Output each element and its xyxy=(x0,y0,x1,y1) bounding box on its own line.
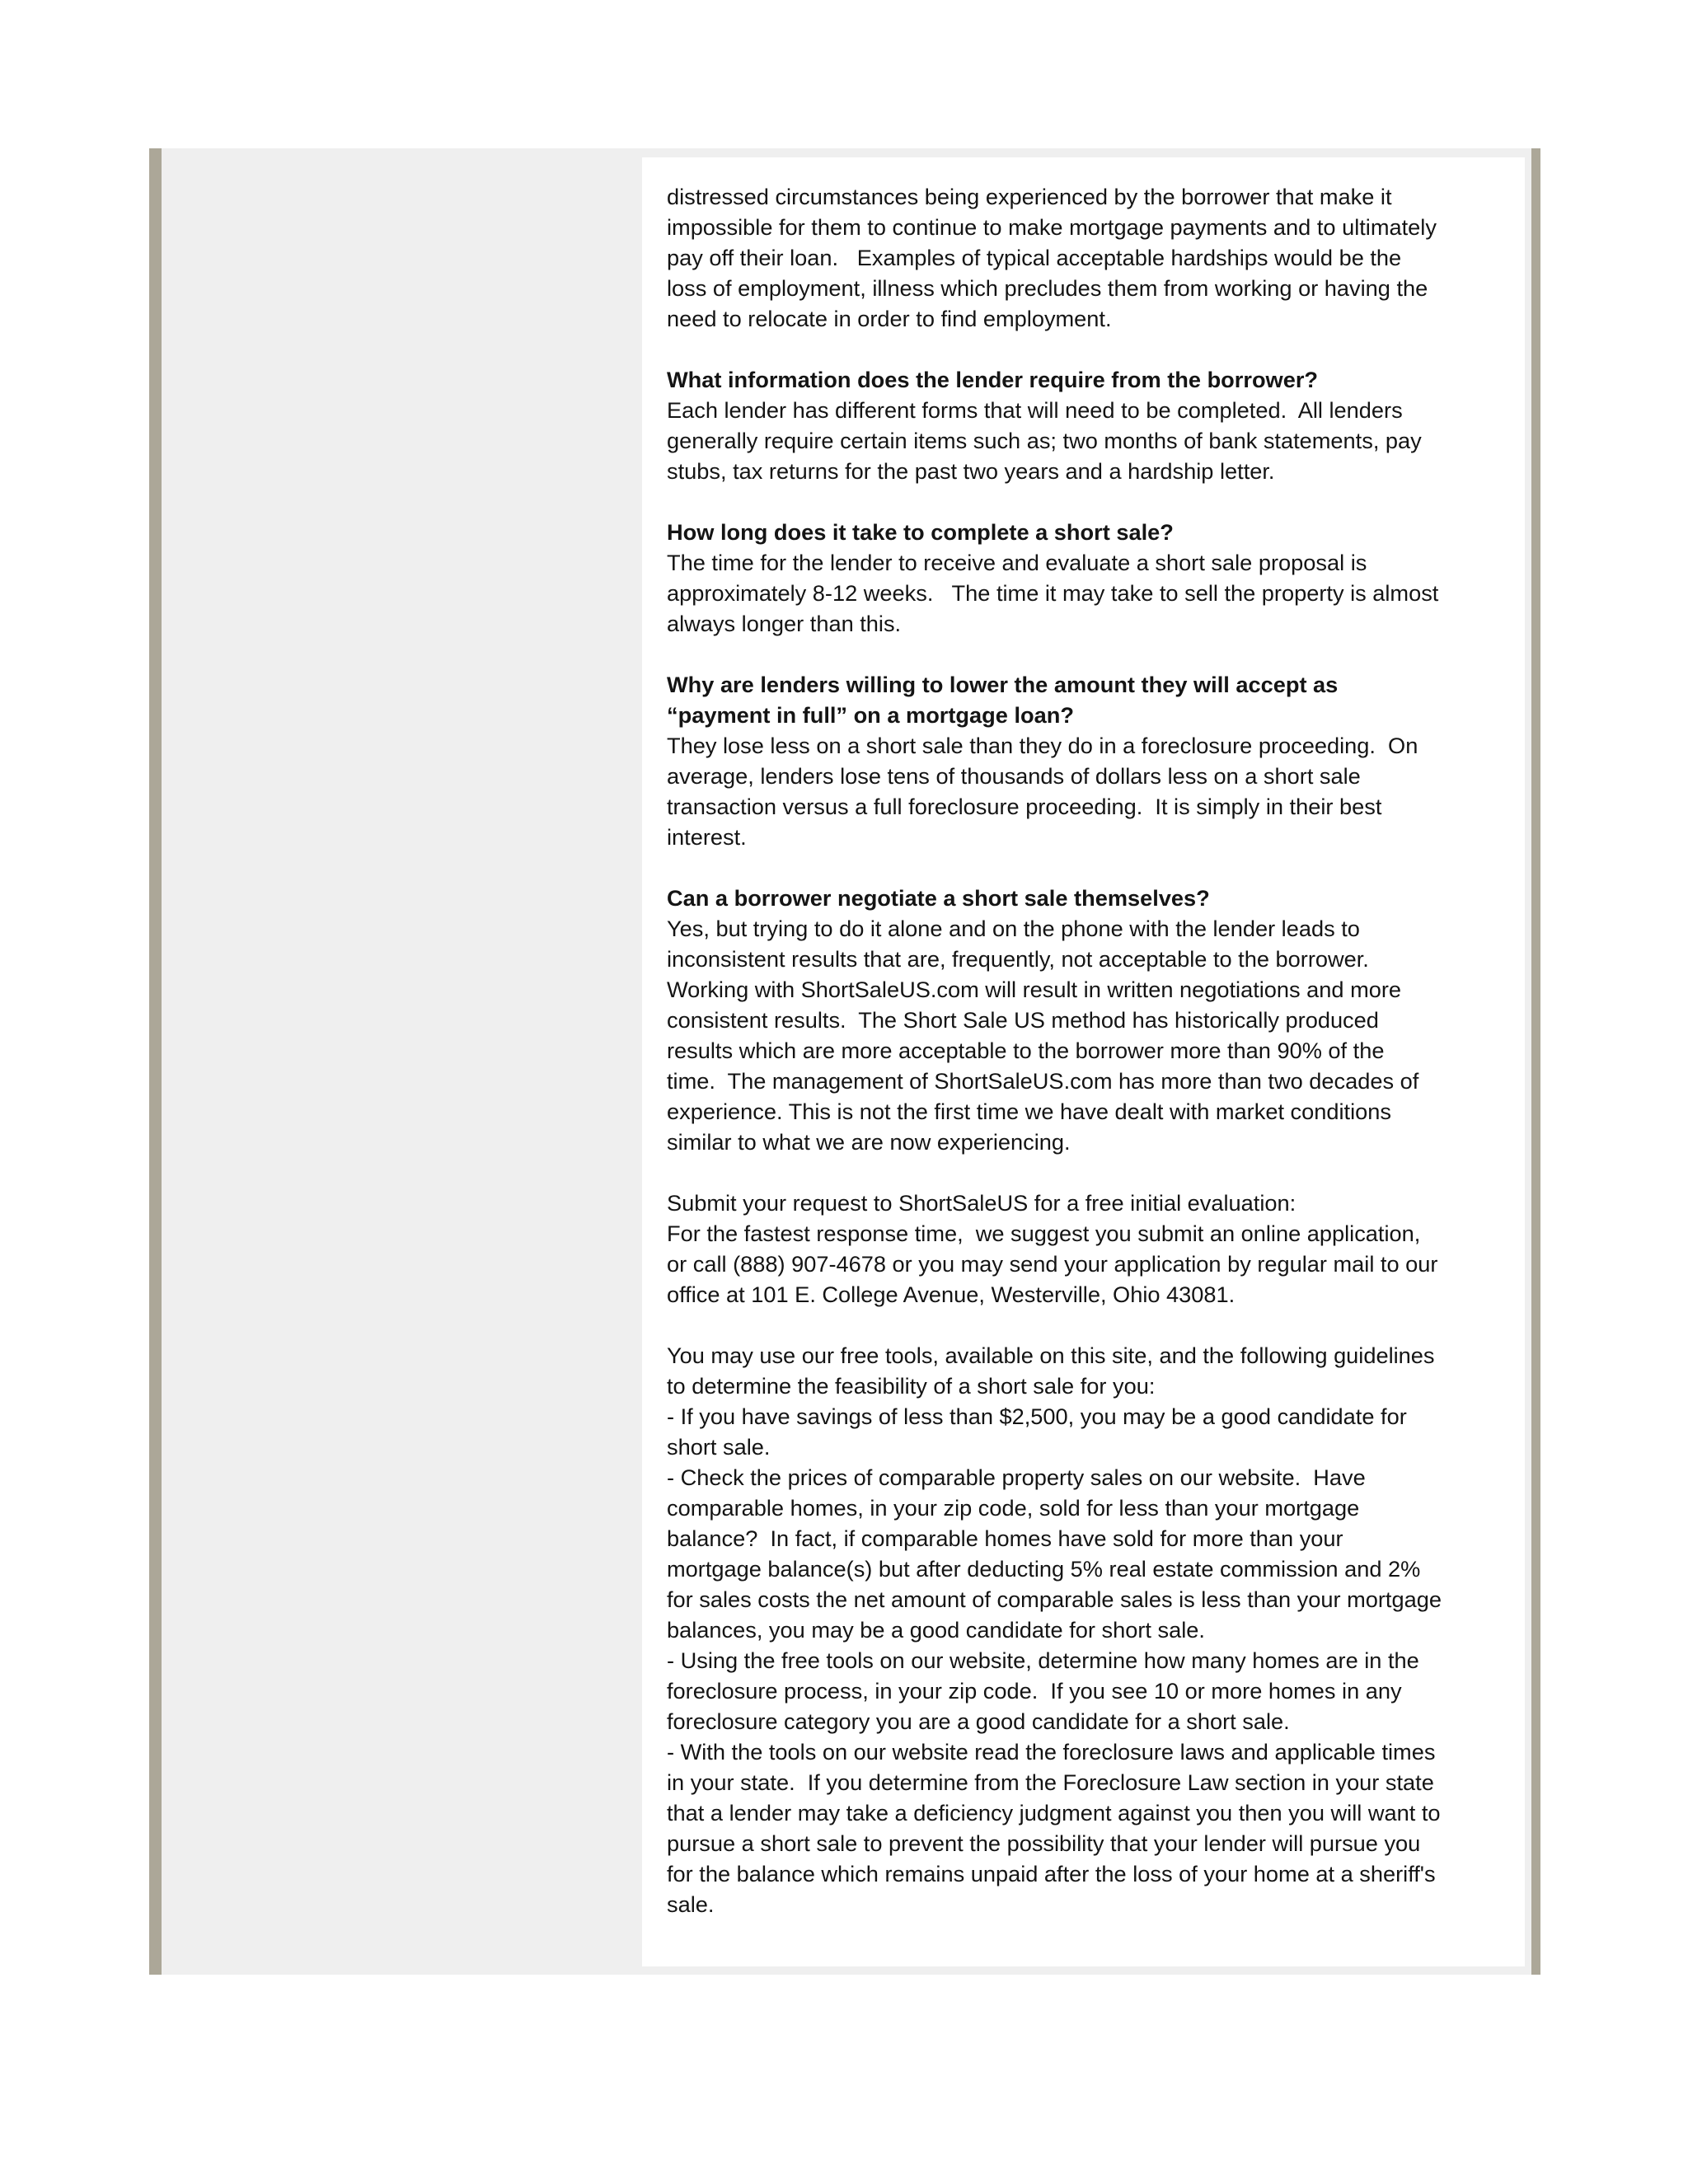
faq-answer-line: generally require certain items such as; two months of bank statements, pay xyxy=(667,428,1422,453)
text-line: Submit your request to ShortSaleUS for a free initial evaluation: xyxy=(667,1190,1296,1216)
guidelines-paragraph xyxy=(667,1340,1495,1919)
guideline-line: foreclosure process, in your zip code. If you see 10 or more homes in any xyxy=(667,1678,1402,1704)
faq-answer-line: results which are more acceptable to the borrower more than 90% of the xyxy=(667,1038,1385,1063)
guideline-line: pursue a short sale to prevent the possibility that your lender will pursue you xyxy=(667,1830,1421,1856)
faq-answer-line: Each lender has different forms that will need to be completed. All lenders xyxy=(667,397,1403,423)
faq-answer-line: stubs, tax returns for the past two years and a hardship letter. xyxy=(667,458,1275,484)
faq-answer-line: They lose less on a short sale than they do in a foreclosure proceeding. On xyxy=(667,733,1418,758)
guideline-line: that a lender may take a deficiency judgment against you then you will want to xyxy=(667,1800,1441,1825)
guideline-line: mortgage balance(s) but after deducting 5% real estate commission and 2% xyxy=(667,1556,1421,1582)
text-line: to determine the feasibility of a short sale for you: xyxy=(667,1373,1156,1399)
faq-self-negotiation xyxy=(667,883,1495,1157)
faq-answer-line: interest. xyxy=(667,824,747,850)
faq-answer-line: The time for the lender to receive and evaluate a short sale proposal is xyxy=(667,550,1367,575)
faq-answer-line: Yes, but trying to do it alone and on the phone with the lender leads to xyxy=(667,916,1360,941)
faq-answer-line: approximately 8-12 weeks. The time it may take to sell the property is almost xyxy=(667,580,1439,606)
text-line: loss of employment, illness which precludes them from working or having the xyxy=(667,275,1428,301)
text-line: distressed circumstances being experienced by the borrower that make it xyxy=(667,184,1392,209)
faq-question: Why are lenders willing to lower the amount they will accept as xyxy=(667,672,1339,697)
faq-answer-line: Working with ShortSaleUS.com will result in written negotiations and more xyxy=(667,977,1402,1002)
faq-answer-line: transaction versus a full foreclosure proceeding. It is simply in their best xyxy=(667,794,1382,819)
guideline-line: - If you have savings of less than $2,500, you may be a good candidate for xyxy=(667,1404,1407,1429)
document-body xyxy=(667,181,1495,1919)
text-line: You may use our free tools, available on this site, and the following guidelines xyxy=(667,1343,1435,1368)
faq-answer-line: time. The management of ShortSaleUS.com has more than two decades of xyxy=(667,1068,1419,1094)
guideline-line: balances, you may be a good candidate for short sale. xyxy=(667,1617,1205,1643)
submit-request-paragraph xyxy=(667,1188,1495,1310)
faq-question: How long does it take to complete a short sale? xyxy=(667,519,1174,545)
guideline-line: - With the tools on our website read the foreclosure laws and applicable times xyxy=(667,1739,1436,1765)
text-line: or call (888) 907-4678 or you may send your application by regular mail to our xyxy=(667,1251,1438,1277)
guideline-line: for the balance which remains unpaid after the loss of your home at a sheriff's xyxy=(667,1861,1436,1886)
faq-answer-line: always longer than this. xyxy=(667,611,902,636)
guideline-line: balance? In fact, if comparable homes have sold for more than your xyxy=(667,1526,1343,1551)
faq-lender-requirements xyxy=(667,364,1495,486)
guideline-line: - Using the free tools on our website, determine how many homes are in the xyxy=(667,1647,1419,1673)
faq-answer-line: average, lenders lose tens of thousands of dollars less on a short sale xyxy=(667,763,1361,789)
text-line: office at 101 E. College Avenue, Westerville, Ohio 43081. xyxy=(667,1282,1236,1307)
faq-answer-line: similar to what we are now experiencing. xyxy=(667,1129,1071,1155)
faq-question: “payment in full” on a mortgage loan? xyxy=(667,702,1074,728)
intro-paragraph xyxy=(667,181,1495,334)
faq-answer-line: experience. This is not the first time we have dealt with market conditions xyxy=(667,1099,1391,1124)
text-line: pay off their loan. Examples of typical acceptable hardships would be the xyxy=(667,245,1402,270)
text-line: impossible for them to continue to make mortgage payments and to ultimately xyxy=(667,214,1437,240)
guideline-line: short sale. xyxy=(667,1434,771,1460)
guideline-line: comparable homes, in your zip code, sold for less than your mortgage xyxy=(667,1495,1360,1521)
faq-answer-line: inconsistent results that are, frequently, not acceptable to the borrower. xyxy=(667,946,1369,972)
guideline-line: sale. xyxy=(667,1891,715,1917)
guideline-line: for sales costs the net amount of comparable sales is less than your mortgage xyxy=(667,1586,1442,1612)
faq-answer-line: consistent results. The Short Sale US method has historically produced xyxy=(667,1007,1379,1033)
faq-duration xyxy=(667,517,1495,639)
faq-lender-motivation xyxy=(667,669,1495,852)
text-line: need to relocate in order to find employment. xyxy=(667,306,1112,331)
guideline-line: in your state. If you determine from the Foreclosure Law section in your state xyxy=(667,1769,1434,1795)
faq-question: Can a borrower negotiate a short sale themselves? xyxy=(667,885,1210,911)
faq-question: What information does the lender require from the borrower? xyxy=(667,367,1319,392)
text-line: For the fastest response time, we suggest you submit an online application, xyxy=(667,1221,1421,1246)
guideline-line: foreclosure category you are a good candidate for a short sale. xyxy=(667,1708,1290,1734)
guideline-line: - Check the prices of comparable property sales on our website. Have xyxy=(667,1465,1366,1490)
